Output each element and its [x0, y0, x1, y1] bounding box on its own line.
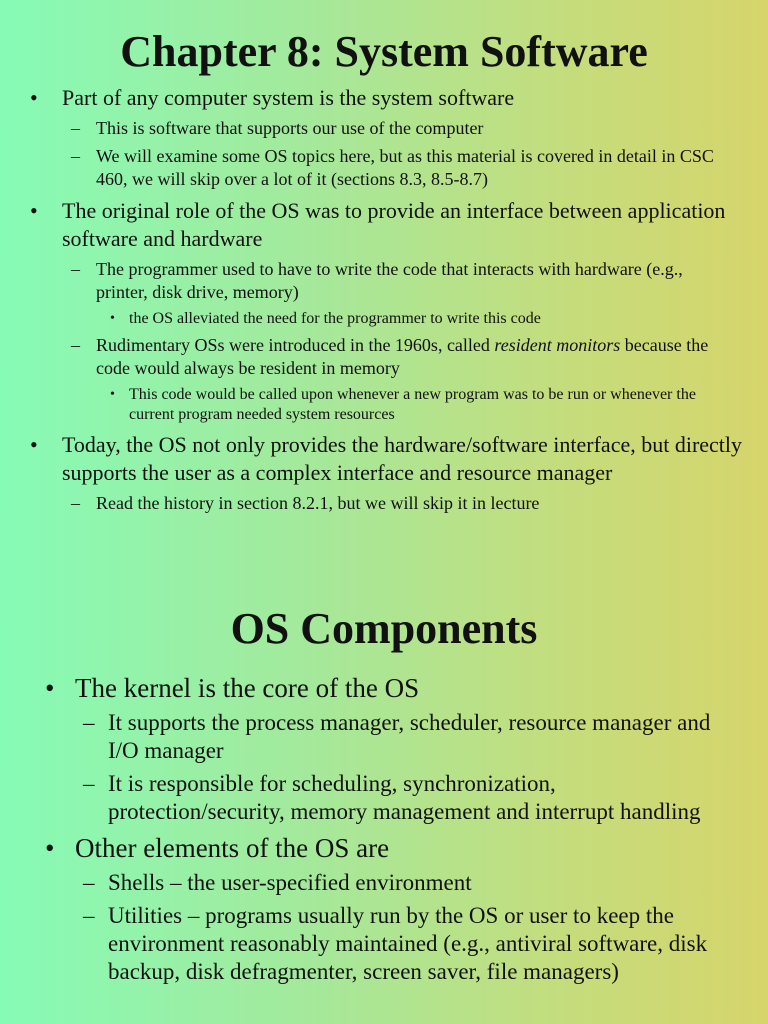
slide-os-components [0, 580, 768, 1024]
sub-sub-bullet-called-upon: • This code would be called upon whenever a new program was to be run or whenever the current program needed system resources [0, 385, 768, 425]
slide-title: Chapter 8: System Software [120, 27, 648, 76]
sub-bullet-programmer: – The programmer used to have to write the code that interacts with hardware (e.g., printer, disk drive, memory) [0, 258, 768, 304]
bullet-today-os: • Today, the OS not only provides the hardware/software interface, but directly supports the user as a complex interface and resource manager [0, 431, 768, 487]
slide-body [0, 78, 768, 515]
sub-bullet-resident-monitors: – Rudimentary OSs were introduced in the 1960s, called resident monitors because the code would always be resident in memory [0, 334, 768, 380]
bullet-kernel: • The kernel is the core of the OS [0, 672, 768, 704]
sub-sub-bullet-alleviated: • the OS alleviated the need for the programmer to write this code [0, 309, 768, 329]
bullet-other-elements: • Other elements of the OS are [0, 832, 768, 864]
sub-bullet-os-topics: – We will examine some OS topics here, but as this material is covered in detail in CSC 460, we will skip over a lot of it (sections 8.3, 8.5-8.7) [0, 145, 768, 191]
sub-bullet-shells: – Shells – the user-specified environment [0, 869, 768, 897]
sub-bullet-utilities: – Utilities – programs usually run by the OS or user to keep the environment reasonably maintained (e.g., antiviral software, disk backup, disk defragmenter, screen saver, file managers) [0, 902, 768, 986]
sub-bullet-history: – Read the history in section 8.2.1, but we will skip it in lecture [0, 492, 768, 515]
bullet-original-role: • The original role of the OS was to provide an interface between application software and hardware [0, 197, 768, 253]
sub-bullet-kernel-supports: – It supports the process manager, scheduler, resource manager and I/O manager [0, 709, 768, 765]
sub-bullet-support: – This is software that supports our use of the computer [0, 117, 768, 140]
sub-bullet-kernel-responsible: – It is responsible for scheduling, synchronization, protection/security, memory management and interrupt handling [0, 770, 768, 826]
emphasis-resident-monitors: resident monitors [494, 335, 621, 355]
slide-title: OS Components [230, 604, 538, 653]
bullet-system-software: • Part of any computer system is the system software [0, 84, 768, 112]
slide-body [0, 666, 768, 986]
